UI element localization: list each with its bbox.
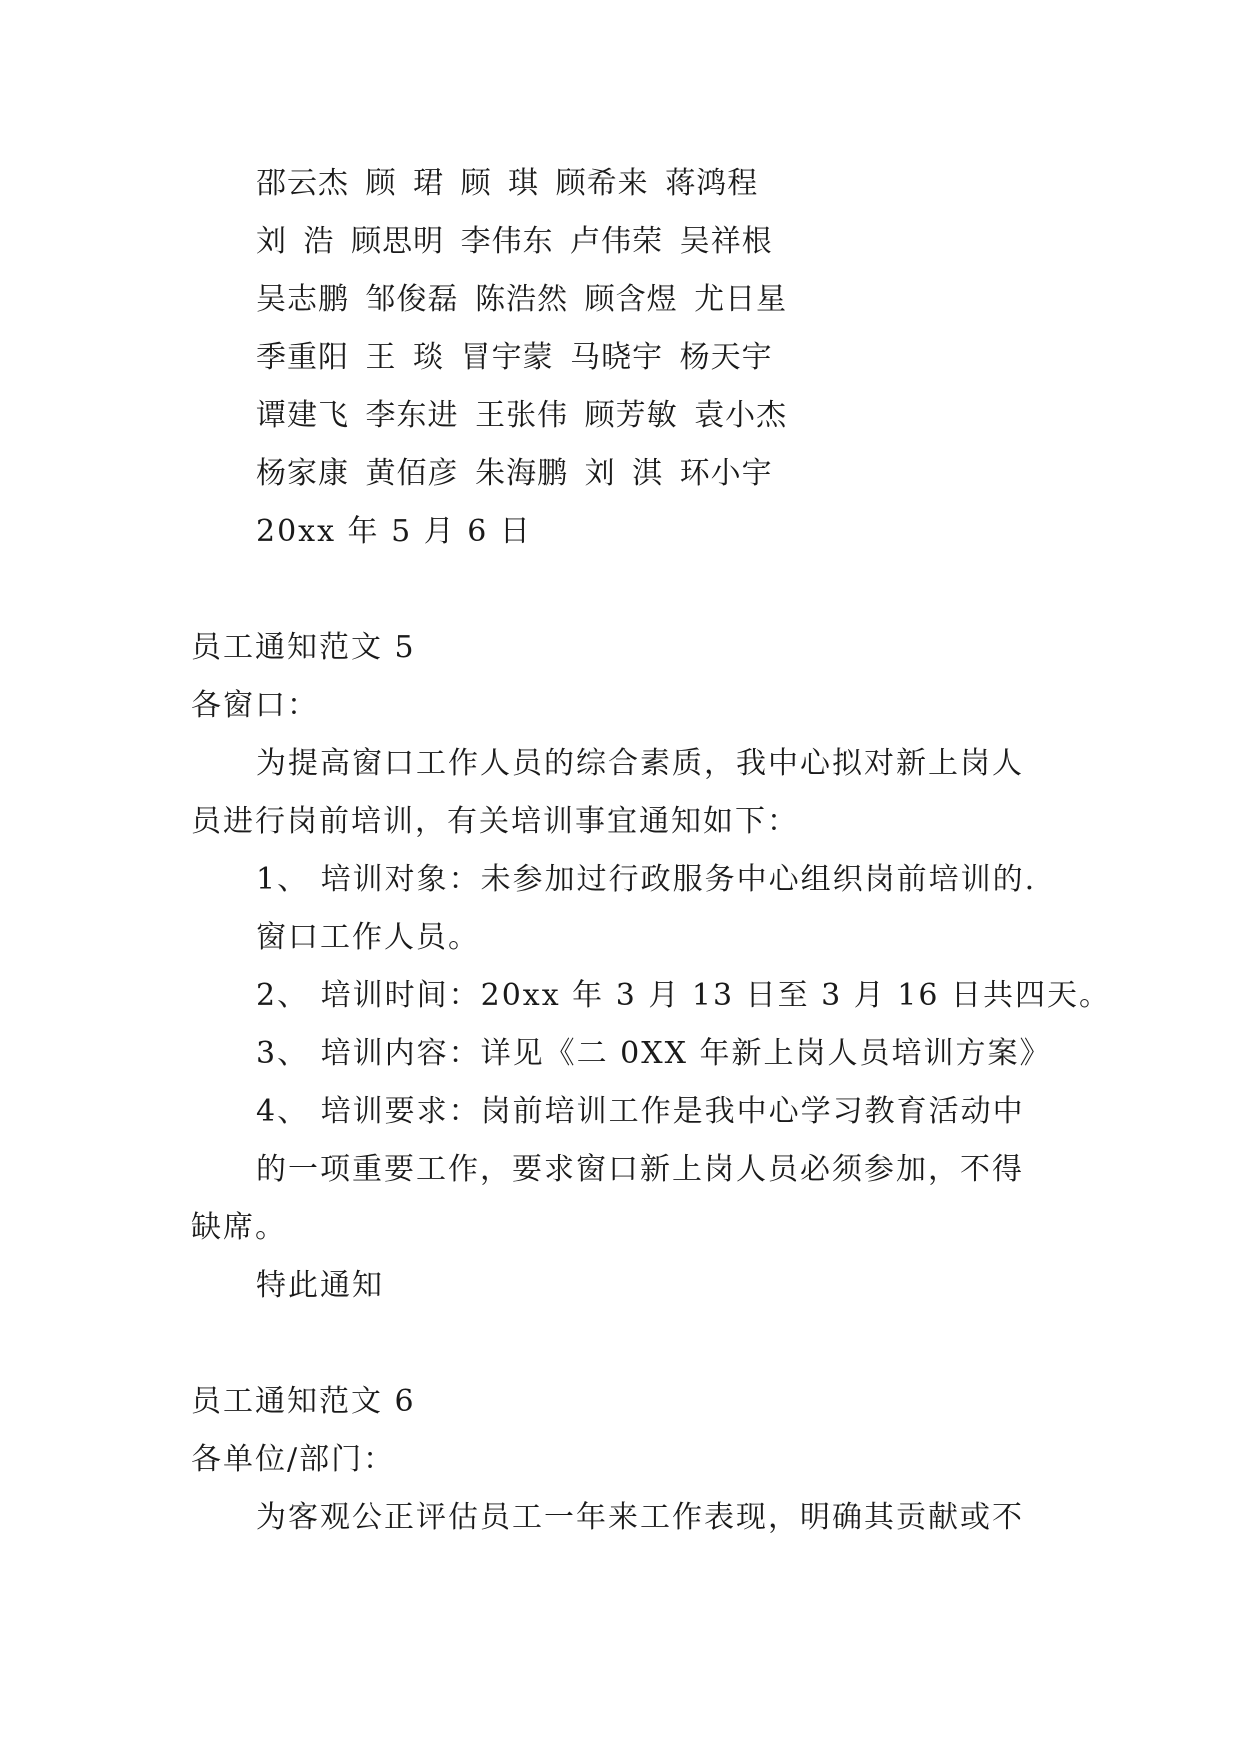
- section5-intro-line2: 员进行岗前培训，有关培训事宜通知如下：: [191, 804, 799, 839]
- section5-item4-line1: 4、 培训要求：岗前培训工作是我中心学习教育活动中: [256, 1094, 1025, 1129]
- name-row-3: 吴志鹏 邹俊磊 陈浩然 顾含煜 尤日星: [256, 282, 788, 317]
- section5-item4-line2: 的一项重要工作，要求窗口新上岗人员必须参加，不得: [256, 1152, 1024, 1187]
- name-row-5: 谭建飞 李东进 王张伟 顾芳敏 袁小杰: [256, 398, 788, 433]
- section5-item1-line1: 1、 培训对象：未参加过行政服务中心组织岗前培训的.: [256, 862, 1037, 897]
- section5-title: 员工通知范文 5: [191, 630, 416, 665]
- section5-item1-line2: 窗口工作人员。: [256, 920, 480, 955]
- section5-intro-line1: 为提高窗口工作人员的综合素质，我中心拟对新上岗人: [256, 746, 1024, 781]
- section5-item3: 3、 培训内容：详见《二 0XX 年新上岗人员培训方案》: [256, 1036, 1052, 1071]
- name-row-6: 杨家康 黄佰彦 朱海鹏 刘 淇 环小宇: [256, 456, 773, 491]
- section5-closing: 特此通知: [256, 1268, 384, 1303]
- name-row-1: 邵云杰 顾 珺 顾 琪 顾希来 蒋鸿程: [256, 166, 759, 201]
- section5-item2: 2、 培训时间：20xx 年 3 月 13 日至 3 月 16 日共四天。: [256, 978, 1111, 1013]
- section6-intro-line1: 为客观公正评估员工一年来工作表现，明确其贡献或不: [256, 1500, 1024, 1535]
- section5-salutation: 各窗口：: [191, 688, 319, 723]
- section6-title: 员工通知范文 6: [191, 1384, 416, 1419]
- date-line: 20xx 年 5 月 6 日: [256, 514, 532, 549]
- name-row-4: 季重阳 王 琰 冒宇蒙 马晓宇 杨天宇: [256, 340, 773, 375]
- name-row-2: 刘 浩 顾思明 李伟东 卢伟荣 吴祥根: [256, 224, 773, 259]
- section5-item4-line3: 缺席。: [191, 1210, 287, 1245]
- section6-salutation: 各单位/部门：: [191, 1442, 396, 1477]
